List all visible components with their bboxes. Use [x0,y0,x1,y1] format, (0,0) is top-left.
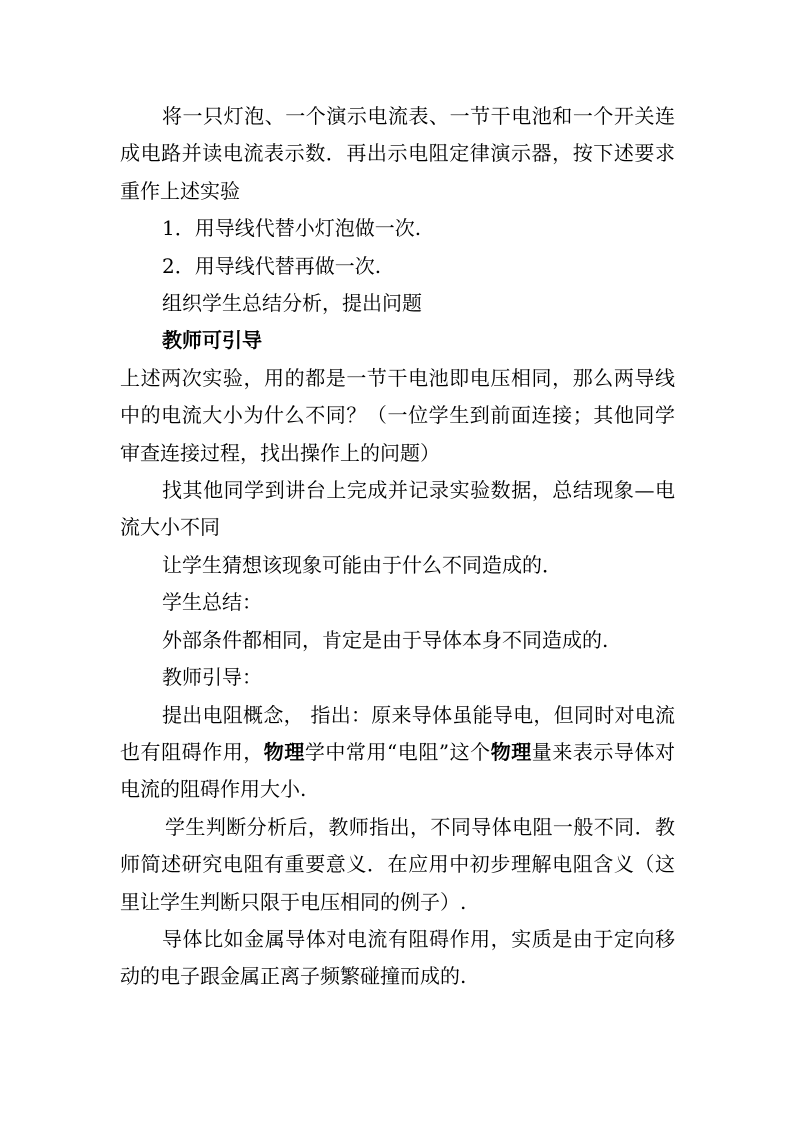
resistance-text-1: 提出电阻概念， 指出：原来导体虽能导电，但同时对电流也有阻碍作用， [120,702,675,764]
paragraph-experiment-setup: 将一只灯泡、一个演示电流表、一节干电池和一个开关连成电路并读电流表示数．再出示电阻定律演示器，按下述要求重作上述实验 [120,104,675,203]
resistance-text-2: 学中常用“电阻”这个 [304,739,491,764]
resistance-bold-physics-2: 物理 [490,739,532,764]
paragraph-guess: 让学生猜想该现象可能由于什么不同造成的． [162,552,562,577]
resistance-text-3: 量来表示导体对电流的阻碍作用大小. [120,739,676,802]
paragraph-teacher-guide-label: 教师引导： [162,665,262,690]
paragraph-question: 上述两次实验，用的都是一节干电池即电压相同，那么两导线中的电流大小为什么不同？（一位学生到前面连接；其他同学审查连接过程，找出操作上的问题） [120,365,675,465]
paragraph-teacher-points-out: 学生判断分析后，教师指出，不同导体电阻一般不同．教师简述研究电阻有重要意义．在应用中初步理解电阻含义（这里让学生判断只限于电压相同的例子）. [120,814,675,914]
paragraph-step-1: 1．用导线代替小灯泡做一次. [162,216,422,241]
heading-teacher-guide: 教师可引导 [162,328,262,353]
document-page [120,98,675,996]
paragraph-student-summary: 外部条件都相同，肯定是由于导体本身不同造成的. [162,627,609,652]
paragraph-resistance-concept [120,697,675,809]
paragraph-record-data: 找其他同学到讲台上完成并记录实验数据，总结现象—电流大小不同 [120,478,675,540]
paragraph-essence: 导体比如金属导体对电流有阻碍作用，实质是由于定向移动的电子跟金属正离子频繁碰撞而成的. [120,926,675,989]
paragraph-step-2: 2．用导线代替再做一次. [162,253,382,278]
paragraph-student-summary-label: 学生总结： [162,590,262,615]
paragraph-organize-summary: 组织学生总结分析，提出问题 [162,291,422,316]
resistance-bold-physics-1: 物理 [263,739,305,764]
